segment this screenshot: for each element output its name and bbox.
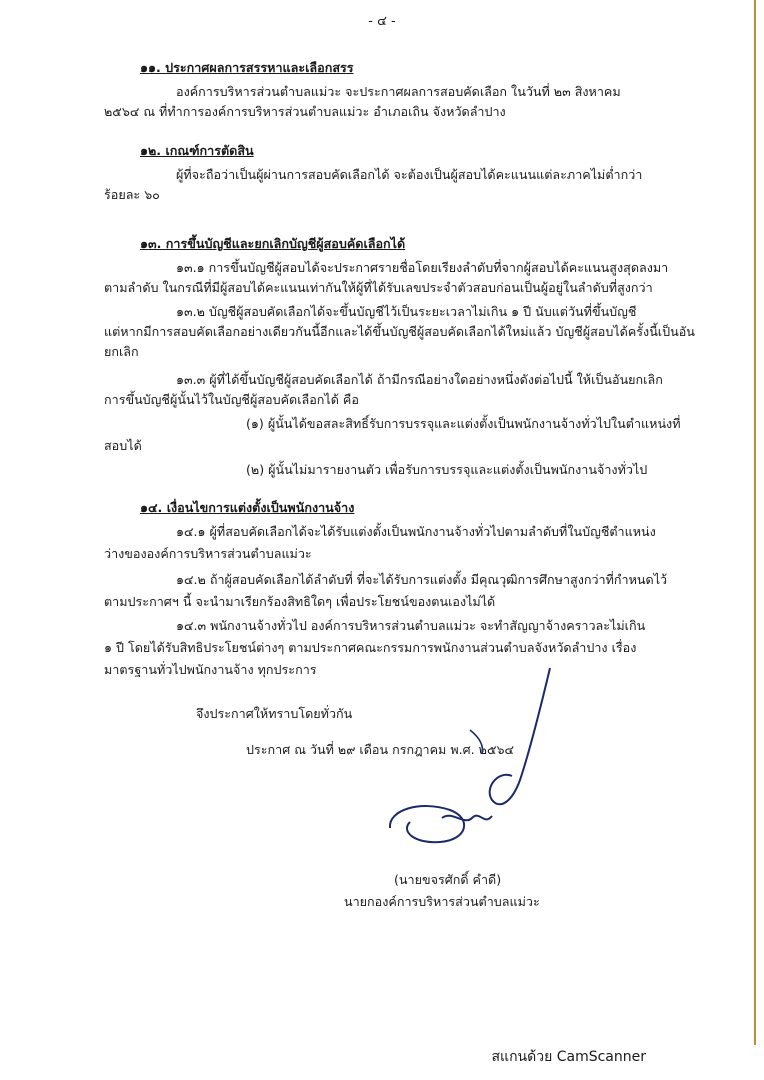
handwritten-signature — [380, 650, 580, 865]
section-11-line-1: องค์การบริหารส่วนตำบลแม่วะ จะประกาศผลการสอบคัดเลือก ในวันที่ ๒๓ สิงหาคม — [176, 84, 621, 99]
page-edge — [754, 0, 756, 1045]
section-13-2-line-3: ยกเลิก — [104, 344, 139, 359]
signer-name: (นายขจรศักดิ์ คำดี) — [394, 872, 502, 887]
camscanner-watermark: สแกนด้วย CamScanner — [491, 1049, 646, 1065]
section-14-2-line-2: ตามประกาศฯ นี้ จะนำมาเรียกร้องสิทธิใดๆ เพื่อประโยชน์ของตนเองไม่ได้ — [104, 594, 496, 609]
section-12-line-2: ร้อยละ ๖๐ — [104, 187, 160, 202]
section-13-item-2: (๒) ผู้นั้นไม่มารายงานตัว เพื่อรับการบรรจุและแต่งตั้งเป็นพนักงานจ้างทั่วไป — [246, 462, 648, 477]
section-13-heading: ๑๓. การขึ้นบัญชีและยกเลิกบัญชีผู้สอบคัดเลือกได้ — [140, 236, 406, 251]
section-13-2-line-2: แต่หากมีการสอบคัดเลือกอย่างเดียวกันนี้อีกและได้ขึ้นบัญชีผู้สอบคัดเลือกได้ใหม่แล้ว บัญชีผู้สอบได้ครั้งนี้เป็นอัน — [104, 324, 695, 339]
section-14-3-line-1: ๑๔.๓ พนักงานจ้างทั่วไป องค์การบริหารส่วนตำบลแม่วะ จะทำสัญญาจ้างคราวละไม่เกิน — [176, 618, 646, 633]
section-14-1-line-1: ๑๔.๑ ผู้ที่สอบคัดเลือกได้จะได้รับแต่งตั้งเป็นพนักงานจ้างทั่วไปตามลำดับที่ในบัญชีตำแหน่ง — [176, 524, 656, 539]
closing-text: จึงประกาศให้ทราบโดยทั่วกัน — [196, 706, 353, 721]
section-11-line-2: ๒๕๖๔ ณ ที่ทำการองค์การบริหารส่วนตำบลแม่วะ อำเภอเถิน จังหวัดลำปาง — [104, 104, 506, 119]
signer-title: นายกองค์การบริหารส่วนตำบลแม่วะ — [344, 894, 540, 909]
section-12-heading: ๑๒. เกณฑ์การตัดสิน — [140, 143, 254, 158]
section-13-item-1-line-2: สอบได้ — [104, 438, 142, 453]
section-13-3-line-2: การขึ้นบัญชีผู้นั้นไว้ในบัญชีผู้สอบคัดเลือกได้ คือ — [104, 392, 359, 407]
section-14-3-line-2: ๑ ปี โดยได้รับสิทธิประโยชน์ต่างๆ ตามประกาศคณะกรรมการพนักงานส่วนตำบลจังหวัดลำปาง เรื่อง — [104, 640, 637, 655]
section-13-1-line-2: ตามลำดับ ในกรณีที่มีผู้สอบได้คะแนนเท่ากันให้ผู้ที่ได้รับเลขประจำตัวสอบก่อนเป็นผู้อยู่ในลำดับที่สูงกว่า — [104, 280, 653, 295]
section-14-2-line-1: ๑๔.๒ ถ้าผู้สอบคัดเลือกได้ลำดับที่ ที่จะได้รับการแต่งตั้ง มีคุณวุฒิการศึกษาสูงกว่าที่กำหนดไว้ — [176, 572, 668, 587]
section-11-heading: ๑๑. ประกาศผลการสรรหาและเลือกสรร — [140, 60, 354, 75]
section-13-2-line-1: ๑๓.๒ บัญชีผู้สอบคัดเลือกได้จะขึ้นบัญชีไว้เป็นระยะเวลาไม่เกิน ๑ ปี นับแต่วันที่ขึ้นบัญชี — [176, 304, 637, 319]
section-12-line-1: ผู้ที่จะถือว่าเป็นผู้ผ่านการสอบคัดเลือกได้ จะต้องเป็นผู้สอบได้คะแนนแต่ละภาคไม่ต่ำกว่า — [176, 167, 643, 182]
section-14-heading: ๑๔. เงื่อนไขการแต่งตั้งเป็นพนักงานจ้าง — [140, 500, 355, 515]
page-number: - ๔ - — [368, 14, 396, 29]
section-14-3-line-3: มาตรฐานทั่วไปพนักงานจ้าง ทุกประการ — [104, 662, 317, 677]
section-13-item-1-line-1: (๑) ผู้นั้นได้ขอสละสิทธิ์รับการบรรจุและแต่งตั้งเป็นพนักงานจ้างทั่วไปในตำแหน่งที่ — [246, 416, 681, 431]
section-13-3-line-1: ๑๓.๓ ผู้ที่ได้ขึ้นบัญชีผู้สอบคัดเลือกได้ ถ้ามีกรณีอย่างใดอย่างหนึ่งดังต่อไปนี้ ให้เป็นอันยกเลิก — [176, 372, 663, 387]
date-line: ประกาศ ณ วันที่ ๒๙ เดือน กรกฎาคม พ.ศ. ๒๕๖๔ — [246, 742, 515, 757]
section-14-1-line-2: ว่างขององค์การบริหารส่วนตำบลแม่วะ — [104, 546, 312, 561]
section-13-1-line-1: ๑๓.๑ การขึ้นบัญชีผู้สอบได้จะประกาศรายชื่อโดยเรียงลำดับที่จากผู้สอบได้คะแนนสูงสุดลงมา — [176, 260, 669, 275]
